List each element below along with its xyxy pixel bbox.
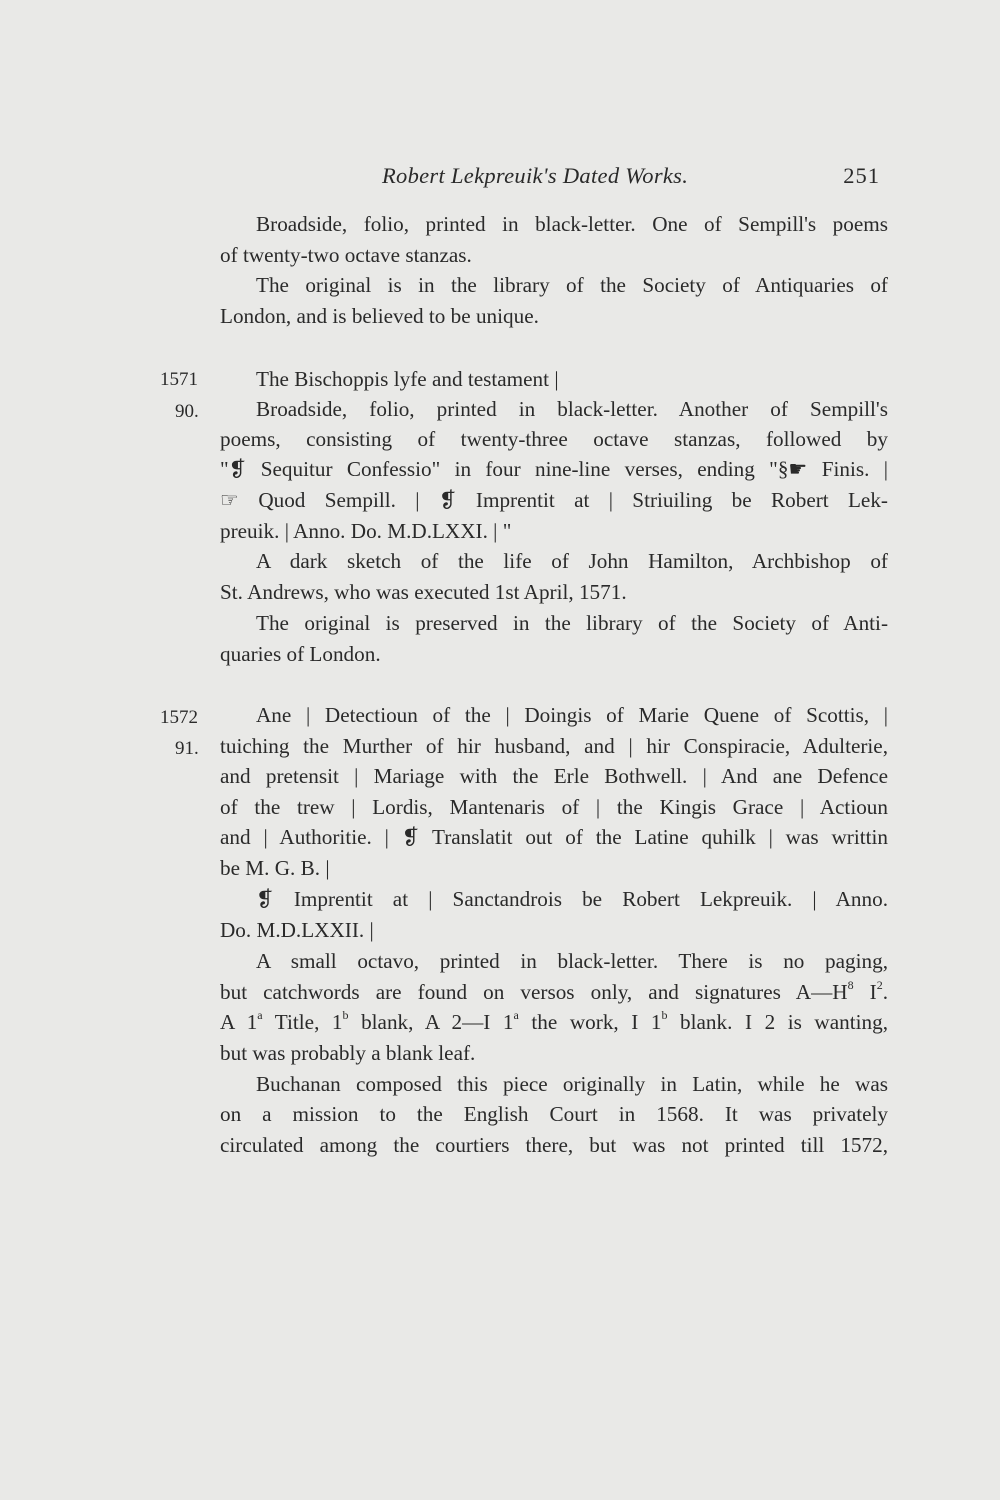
text-line: but was probably a blank leaf. [220,1041,476,1065]
margin-entry-number: 91. [175,738,199,759]
running-title: Robert Lekpreuik's Dated Works. [382,163,689,188]
margin-year: 1571 [160,369,198,390]
text-line: The original is in the library of the Society of Antiquaries of [256,273,888,297]
text-line: "❡ Sequitur Confessio" in four nine-line verses, ending "§☛ Finis. | [220,457,888,481]
entry-title-line: tuiching the Murther of hir husband, and | hir Conspiracie, Adulterie, [220,734,888,758]
text-line: on a mission to the English Court in 1568. It was privately [220,1102,888,1126]
text-line: A dark sketch of the life of John Hamilton, Archbishop of [256,549,888,573]
text-line: of twenty-two octave stanzas. [220,243,472,267]
entry-title-line: and | Authoritie. | ❡ Translatit out of the Latine quhilk | was writtin [220,825,888,849]
text-line: circulated among the courtiers there, but was not printed till 1572, [220,1133,888,1157]
text-line: preuik. | Anno. Do. M.D.LXXI. | " [220,519,512,543]
entry-title-line: Ane | Detectioun of the | Doingis of Marie Quene of Scottis, | [256,703,888,727]
entry-title-line: and pretensit | Mariage with the Erle Bothwell. | And ane Defence [220,764,888,788]
text-line: ☞ Quod Sempill. | ❡ Imprentit at | Striuiling be Robert Lek- [220,488,888,512]
text-line: London, and is believed to be unique. [220,304,539,328]
entry-title-line: of the trew | Lordis, Mantenaris of | the Kingis Grace | Actioun [220,795,888,819]
text-line: A small octavo, printed in black-letter. There is no paging, [256,949,888,973]
entry-title-line: The Bischoppis lyfe and testament | [256,367,559,391]
entry-title-line: be M. G. B. | [220,856,330,880]
text-line: The original is preserved in the library of the Society of Anti- [256,611,888,635]
text-line: Buchanan composed this piece originally in Latin, while he was [256,1072,888,1096]
text-line: St. Andrews, who was executed 1st April, 1571. [220,580,627,604]
text-line: A 1$^a$ Title, 1$^b$ blank, A 2—I 1$^a$ the work, I 1$^b$ blank. I 2 is wanting, [220,1007,888,1034]
text-line: Broadside, folio, printed in black-letter. One of Sempill's poems [256,212,888,236]
imprint-line: Do. M.D.LXXII. | [220,918,374,942]
margin-year: 1572 [160,707,198,728]
text-line: quaries of London. [220,642,381,666]
text-line: but catchwords are found on versos only, and signatures $A—H^8$ $I^2$. [220,977,888,1004]
margin-entry-number: 90. [175,401,199,422]
imprint-line: ❡ Imprentit at | Sanctandrois be Robert Lekpreuik. | Anno. [256,887,888,911]
text-line: Broadside, folio, printed in black-letter. Another of Sempill's [256,397,888,421]
page-header [220,163,888,195]
text-line: poems, consisting of twenty-three octave stanzas, followed by [220,427,888,451]
page-number: 251 [843,163,880,188]
